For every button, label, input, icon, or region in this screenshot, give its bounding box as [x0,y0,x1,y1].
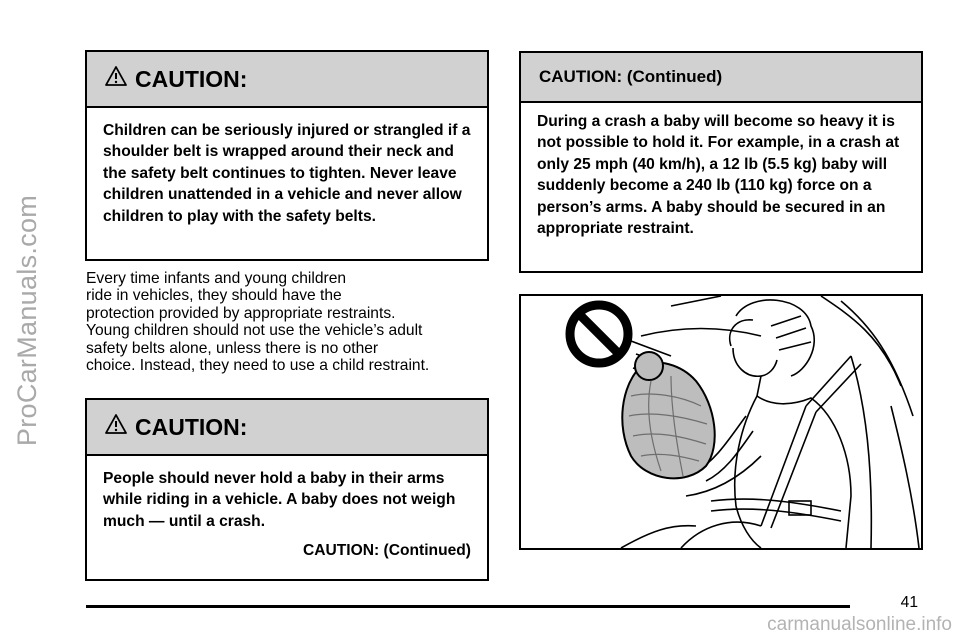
side-watermark-text: ProCarManuals.com [12,194,43,446]
caution-box-holding-baby [85,398,489,581]
no-symbol-icon [570,305,628,363]
caution-box-continued [519,51,923,273]
warning-triangle-icon [105,65,127,93]
caution-heading: CAUTION: [135,413,248,440]
caution-text: Children can be seriously injured or strangled if a shoulder belt is wrapped around their neck and the safety belt continues to tighten. Never leave children unattended in a vehicle and never allow children to play with the safety belts. [103,122,471,225]
warning-triangle-icon [105,413,127,441]
caution-text: During a crash a baby will become so heavy it is not possible to hold it. For example, in a crash at only 25 mph (40 km/h), a 12 lb (5.5 kg) baby will suddenly become a 240 lb (110 kg) force on a person’s arms. A baby should be secured in an appropriate restraint. [537,113,900,238]
caution-heading-bar [521,53,921,103]
caution-heading-bar [87,400,487,456]
caution-heading: CAUTION: [135,65,248,92]
bottom-watermark: carmanualsonline.info [767,614,952,635]
page-number: 41 [900,594,918,611]
caution-heading: CAUTION: (Continued) [539,67,723,86]
caution-box-children-belts [85,50,489,261]
crash-illustration [519,294,923,550]
footer-rule [86,605,850,608]
caution-text: People should never hold a baby in their arms while riding in a vehicle. A baby does not weigh much — until a crash. [103,470,456,530]
caution-heading-bar [87,52,487,108]
caution-continued-label: CAUTION: (Continued) [302,542,471,560]
baby-bundle [622,352,714,478]
body-paragraph [86,270,496,374]
body-paragraph-text: Every time infants and young children ride in vehicles, they should have the protection provided by appropriate restraints. Young children should not use the vehicle’s adult safety belts alone, unless there is no other choice. Instead, they need to use a child restraint. [86,270,430,375]
side-watermark [0,0,56,640]
adult-holding-baby-illustration [521,296,921,548]
